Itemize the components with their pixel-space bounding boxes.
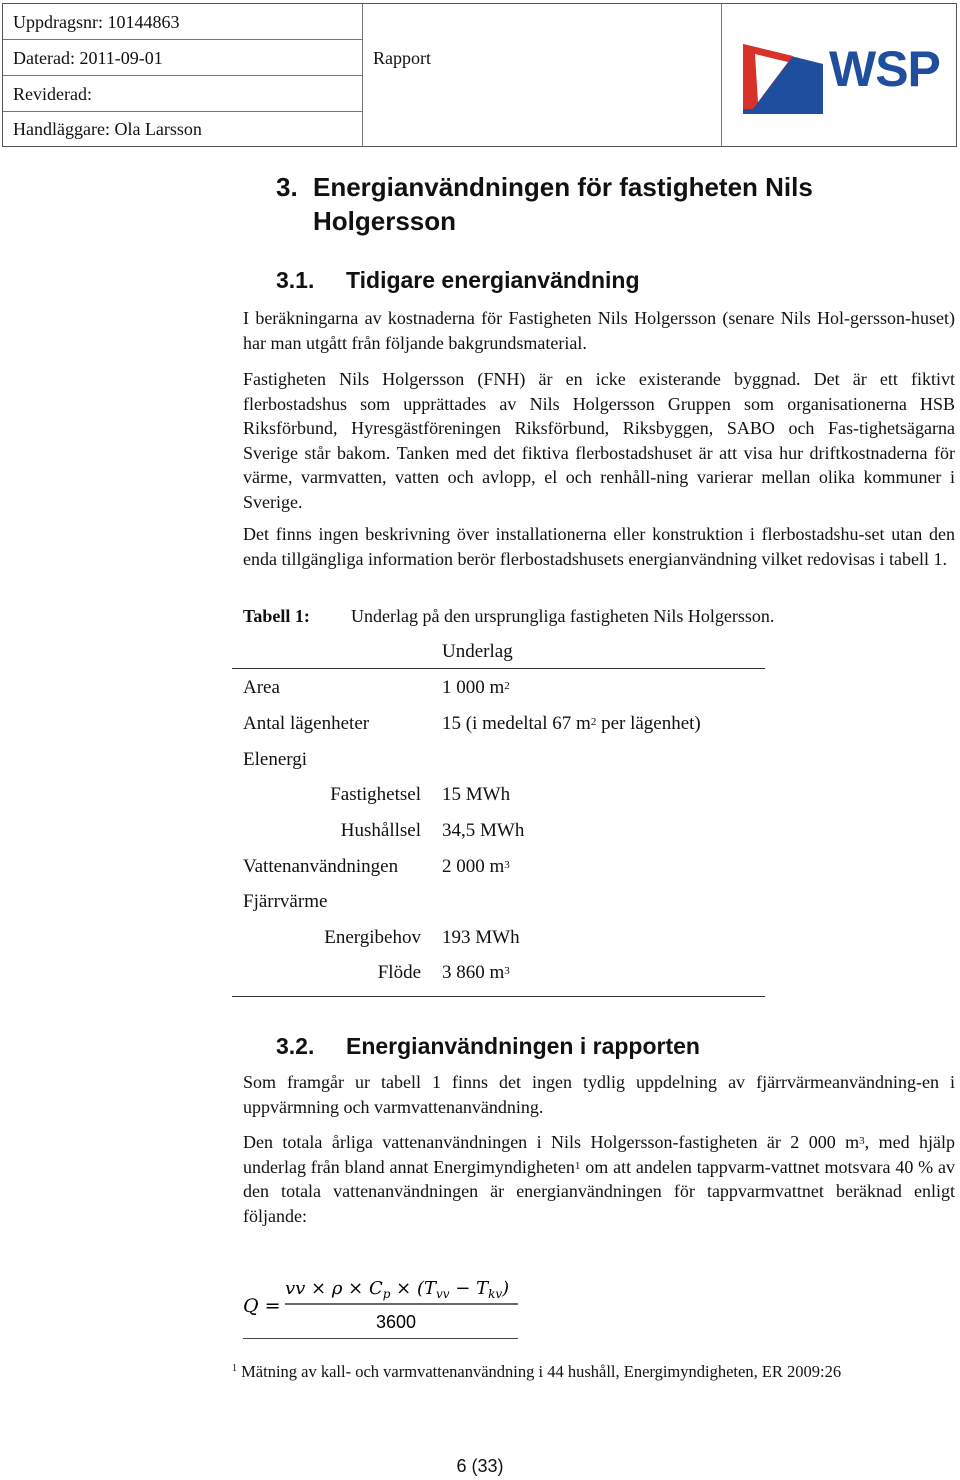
table-caption-text: Underlag på den ursprungliga fastigheten Nils Holgersson. <box>351 606 775 626</box>
value-text: 2 000 m <box>442 856 505 877</box>
paragraph: Det finns ingen beskrivning över installationerna eller konstruktion i flerbostadshu-set utan den enda tillgängliga information berör flerbostadshusets energianvändning vilket redovisas i tabell 1. <box>243 524 955 569</box>
formula-graphic <box>243 1270 543 1340</box>
table-row-value <box>442 713 701 735</box>
table-row-label: Hushållsel <box>340 820 421 841</box>
text: , med hjälp underlag från bland annat Energimyndigheten <box>243 1132 955 1177</box>
wsp-logo-mark-icon <box>733 34 833 114</box>
formula-numerator: vv × $\rho \times C_p \times (T_{vv} - T_{kv})$ <box>285 1278 510 1301</box>
value-text: 15 (i medeltal 67 m <box>442 713 591 734</box>
table-row-label: Elenergi <box>243 749 308 770</box>
paragraph: I beräkningarna av kostnaderna för Fastigheten Nils Holgersson (senare Nils Hol-gersson-huset) har man utgått från följande bakgrundsmaterial. <box>243 308 955 353</box>
table-label: Tabell 1: <box>243 606 310 626</box>
formula-denominator: 3600 <box>376 1312 417 1332</box>
subsection-number: 3.2. <box>276 1033 315 1059</box>
header-divider <box>362 4 363 146</box>
table-row-value <box>442 962 510 984</box>
paragraph: Fastigheten Nils Holgersson (FNH) är en icke existerande byggnad. Det är ett fiktivt flerbostadshus som upprättades av Nils Holgersson Gruppen som organisationerna HSB Riksförbund, Hyresgästföreningen Riksförbund, Riksbyggen, SABO och Fas-tighetsägarna Sverige står bakom. Tanken med det fiktiva flerbostadshuset är att visa hur driftkostnaderna för värme, varmvatten, vatten och avlopp, el och renhåll-ning varierar mellan olika kommuner i Sverige. <box>243 369 955 512</box>
table-row-value <box>442 677 510 699</box>
subsection-title: Energianvändningen i rapporten <box>346 1033 700 1059</box>
table-row-value: 15 MWh <box>442 784 511 805</box>
subsection-number: 3.1. <box>276 267 315 293</box>
table-row-label: Flöde <box>377 962 421 983</box>
document-header <box>2 3 957 147</box>
footnote-rule <box>243 1338 518 1339</box>
text: Den totala årliga vattenanvändningen i Nils Holgersson-fastigheten är 2 000 m <box>243 1132 860 1152</box>
table-row-label: Antal lägenheter <box>243 713 370 734</box>
value-text: 3 860 m <box>442 962 505 983</box>
paragraph: Som framgår ur tabell 1 finns det ingen tydlig uppdelning av fjärrvärmeanvändning-en i uppvärmning och varmvattenanvändning. <box>243 1072 955 1117</box>
header-divider <box>721 4 722 146</box>
revised: Reviderad: <box>13 83 92 104</box>
table-row-value: 193 MWh <box>442 927 520 948</box>
footnote-marker: 1 <box>232 1363 237 1374</box>
table-row-value: 34,5 MWh <box>442 820 525 841</box>
handler: Handläggare: Ola Larsson <box>13 119 202 139</box>
wsp-logo <box>733 34 940 114</box>
value-text: 1 000 m <box>442 677 505 698</box>
table-column-header: Underlag <box>442 641 513 662</box>
assignment-number: Uppdragsnr: 10144863 <box>13 11 180 32</box>
table-rule <box>232 996 765 997</box>
date: Daterad: 2011-09-01 <box>13 47 163 68</box>
subsection-title: Tidigare energianvändning <box>346 267 640 293</box>
section-number: 3. <box>276 172 298 202</box>
formula <box>243 1270 543 1360</box>
superscript: 3 <box>504 965 510 977</box>
superscript: 2 <box>504 680 510 692</box>
footnote-marker: 1 <box>574 1159 581 1172</box>
page-number: 6 (33) <box>456 1456 504 1476</box>
superscript: 2 <box>590 716 597 728</box>
value-text: per lägenhet) <box>596 713 701 734</box>
wsp-logo-text: WSP <box>829 41 940 97</box>
section-title: Energianvändningen för fastigheten Nils Holgersson <box>313 172 813 236</box>
table-row-label: Vattenanvändningen <box>243 856 399 877</box>
table-rule <box>232 668 765 669</box>
table-row-value <box>442 856 510 878</box>
paragraph <box>243 1130 955 1228</box>
superscript: 3 <box>859 1135 865 1147</box>
text: om att andelen tappvarm-vattnet motsvara 40 % av den totala vattenanvändningen är energianvändningen för tappvarmvattnet beräknad enligt följande: <box>243 1156 956 1226</box>
table-row-label: Fjärrvärme <box>243 891 328 912</box>
superscript: 3 <box>504 859 510 871</box>
footnote-text: Mätning av kall- och varmvattenanvändning i 44 hushåll, Energimyndigheten, ER 2009:26 <box>237 1362 842 1381</box>
table-row-label: Area <box>243 677 280 698</box>
table-row-label: Energibehov <box>324 927 421 948</box>
formula-lhs: Q = <box>243 1295 281 1317</box>
table-row-label: Fastighetsel <box>330 784 421 805</box>
footnote <box>232 1362 841 1382</box>
document-type: Rapport <box>373 47 431 68</box>
